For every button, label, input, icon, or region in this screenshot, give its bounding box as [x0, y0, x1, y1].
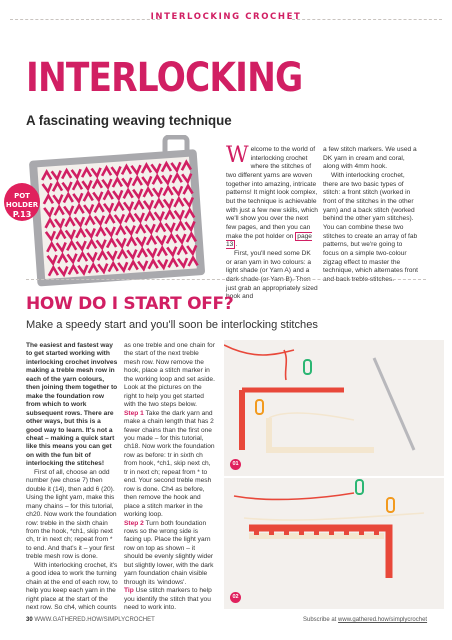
mesh-window [269, 531, 274, 535]
page-number: 30 [26, 617, 33, 623]
step-1-label: Step 1 [124, 409, 144, 417]
intro-paragraph-3: a few stitch markers. We used a DK yarn in cream and coral, along with 4mm hook. [323, 146, 417, 171]
body-paragraph-2: First of all, choose an odd number (we chose 7) then double it (14), then add 6 (20). Using the light yarn, make this many chains – for this tutorial, ch20. Now work the foundation row: treble in the sixth chain from the hook, *ch1, skip next ch, tr in next ch; repeat from * to end. And that's it – your first treble mesh row is done. [26, 468, 117, 561]
badge-line2: P.13 [12, 210, 32, 219]
mesh-windows [254, 531, 379, 535]
badge-line1: POT HOLDER [5, 192, 39, 209]
subscribe-label: Subscribe at [303, 617, 339, 623]
step-2-text: Turn both foundation rows so the wrong side is facing up. Place the light yarn row on top as shown – it should be evenly slightly wider but slightly lower, with the dark yarn foundation chain visible through its 'windows'. [124, 519, 214, 586]
intro-paragraph-4: With interlocking crochet, there are two basic types of stitch: a front stitch (worked in front of the stitches in the other yarn) and a back stitch (worked behind the other yarn stitches). You can combine these two stitches to create an array of fab patterns, but we're going to focus on a simple two-colour zigzag effect to master the technique, which alternates front and back treble stitches. [323, 171, 418, 283]
step-photo-1-illustration [224, 340, 444, 476]
mesh-window [344, 531, 349, 535]
tip [124, 587, 216, 612]
intro-paragraph-2: First, you'll need some DK or aran yarn in two colours: a light shade (or Yarn A) and a dark shade (or Yarn B). Then just grab an appropriately sized hook and [226, 249, 318, 301]
header-rule-right [292, 19, 442, 20]
intro-text: elcome to the world of interlocking crochet where the stitches of two different yarns are woven together into amazing, intricate patterns! It might look complex, but the technique is achievable with just a few new skills, which we'll show you over the next few pages, and then you can make the pot holder on [226, 146, 318, 240]
tip-label: Tip [124, 587, 134, 595]
footer-left-url[interactable]: WWW.GATHERED.HOW/SIMPLYCROCHET [34, 617, 155, 623]
section-divider [26, 279, 426, 280]
step-2-label: Step 2 [124, 519, 144, 527]
page-title: INTERLOCKING [26, 55, 303, 101]
step-photo-1 [224, 340, 444, 476]
mesh-window [299, 531, 304, 535]
body-column-1 [26, 342, 118, 613]
mesh-window [284, 531, 289, 535]
tip-text: Use stitch markers to help you identify the stitch that you need to work into. [124, 587, 212, 612]
step-2 [124, 520, 216, 588]
mesh-window [314, 531, 319, 535]
intro-column-2 [323, 146, 419, 285]
step-photo-2 [224, 478, 444, 609]
drop-cap: W [226, 143, 249, 168]
pot-holder-badge [4, 183, 40, 221]
page-subtitle: A fascinating weaving technique [26, 112, 232, 128]
body-column-2 [124, 342, 216, 613]
footer-right [303, 617, 427, 623]
section-subheading: Make a speedy start and you'll soon be interlocking stitches [26, 319, 318, 331]
photo-number-1: 01 [230, 459, 241, 470]
photo-number-2: 02 [230, 592, 241, 603]
intro-text-end: . [235, 241, 238, 249]
body-paragraph-3: With interlocking crochet, it's a good idea to work the turning chain at the end of each row, to help you keep each yarn in the right place at the start of the next row. So ch4, which counts [26, 561, 118, 612]
section-header: INTERLOCKING CROCHET [150, 12, 302, 22]
step-1 [124, 410, 216, 520]
step-1-text: Take the dark yarn and make a chain length that has 2 fewer chains than the first one you made – for this tutorial, ch18. Now work the foundation row as before: tr in sixth ch from hook, *ch1, skip next ch, tr in next ch; repeat from * to end. Your second treble mesh row is done. Ch4 as before, then remove the hook and place a stitch marker in the working loop. [124, 409, 215, 519]
subscribe-url[interactable]: www.gathered.how/simplycrochet [338, 617, 428, 623]
footer-left [26, 617, 155, 623]
body-paragraph-4: as one treble and one chain for the start of the next treble mesh row. Now remove the hook, place a stitch marker in the working loop and set aside. Look at the pictures on the right to help you get started with the two steps below. [124, 342, 215, 409]
lead-paragraph: The easiest and fastest way to get started working with interlocking crochet involves making a treble mesh row in each of the yarn colours, then joining them together to make the foundation row from which to work subsequent rows. There are other ways, but this is a good way to learn. It's not a cheat – making a quick start like this means you can get on with the fun bit of interlocking the stitches! [26, 342, 118, 468]
mesh-window [374, 531, 379, 535]
page-13-link[interactable]: page 13 [226, 232, 312, 249]
mesh-window [329, 531, 334, 535]
mesh-window [254, 531, 259, 535]
mesh-window [359, 531, 364, 535]
potholder-photo [15, 135, 215, 290]
section-heading: HOW DO I START OFF? [26, 294, 234, 314]
intro-paragraph-1 [226, 143, 318, 250]
step-photo-2-illustration [224, 478, 444, 609]
